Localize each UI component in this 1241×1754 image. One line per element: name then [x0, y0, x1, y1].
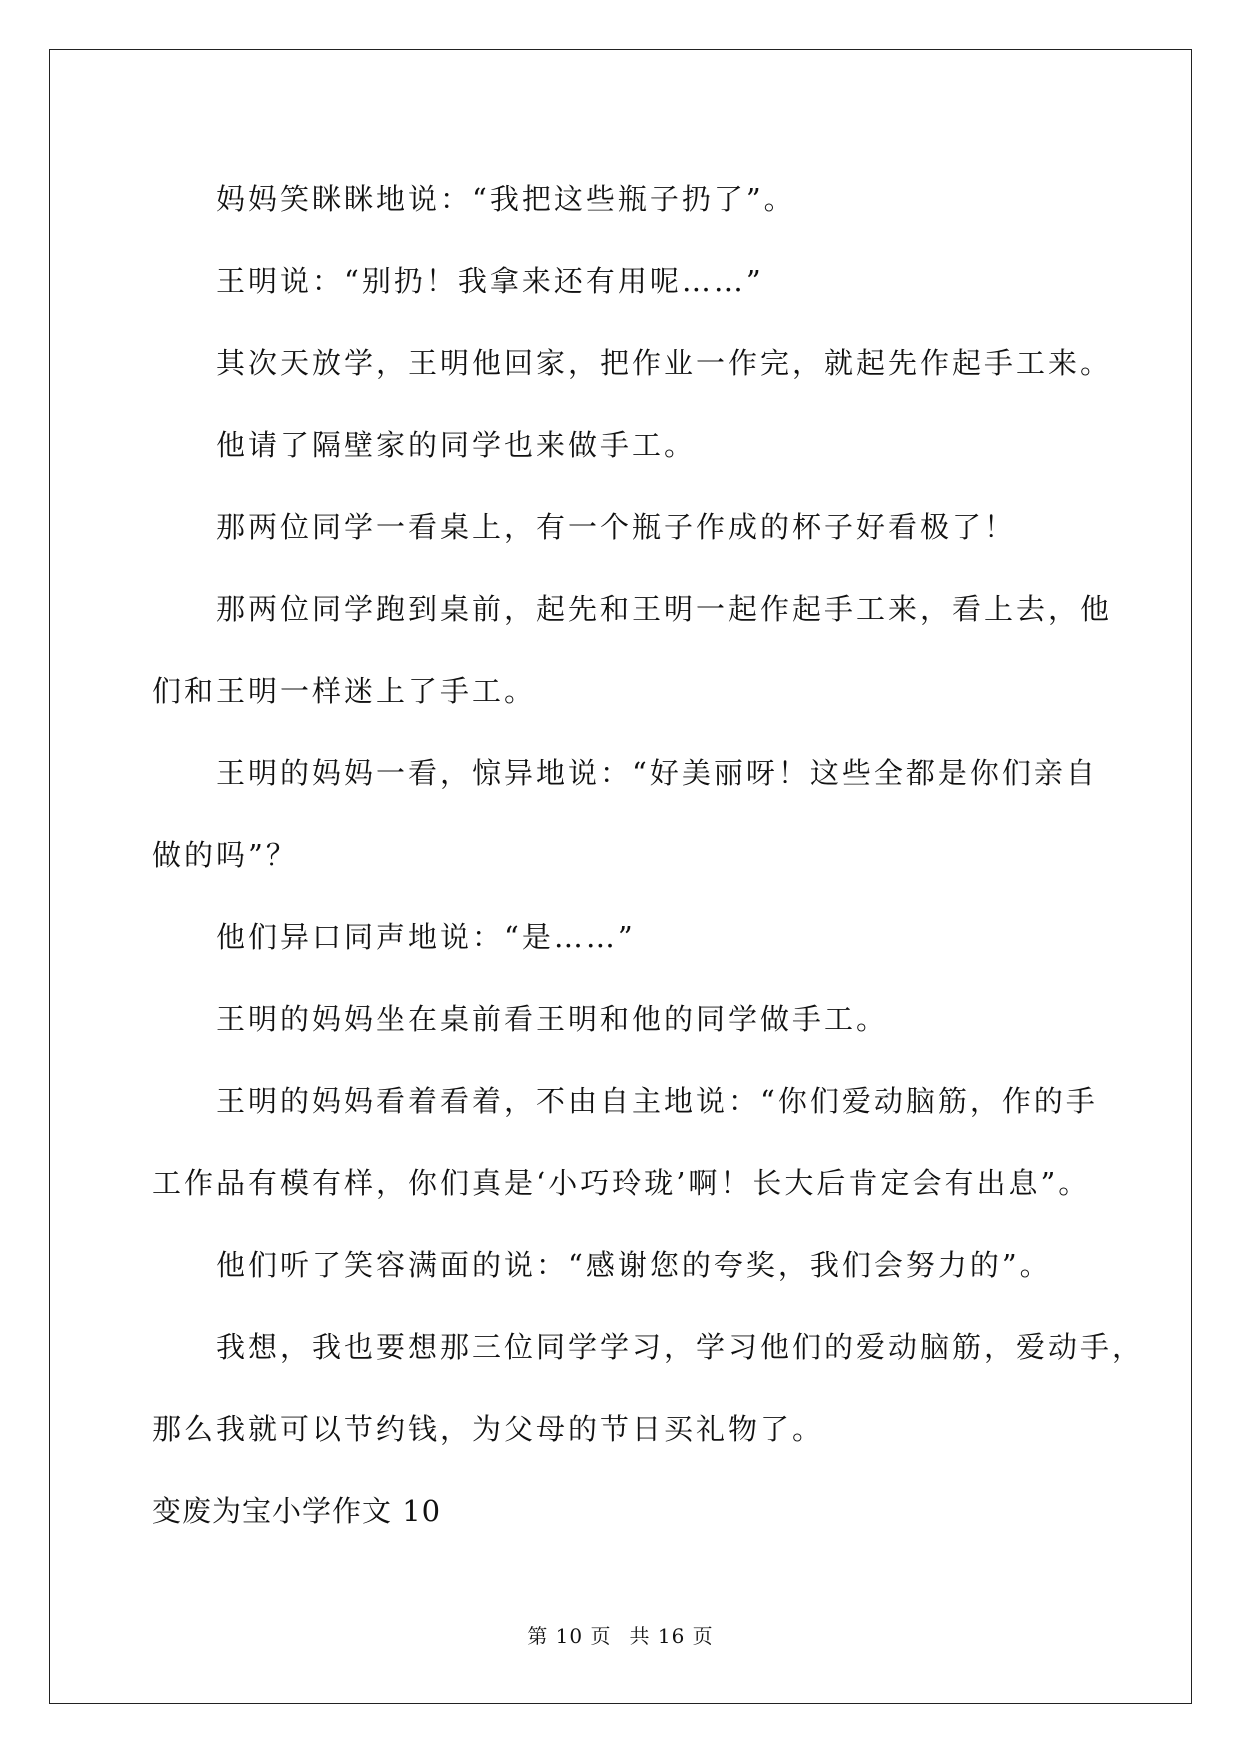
paragraph-7-line-1: 王明的妈妈一看，惊异地说：“好美丽呀！这些全都是你们亲自 — [216, 756, 1098, 790]
page-number: 第 10 页 — [527, 1624, 612, 1648]
paragraph-9: 王明的妈妈坐在桌前看王明和他的同学做手工。 — [216, 1002, 889, 1036]
paragraph-5: 那两位同学一看桌上，有一个瓶子作成的杯子好看极了！ — [216, 510, 1017, 544]
paragraph-10-line-2: 工作品有模有样，你们真是‘小巧玲珑’啊！长大后肯定会有出息”。 — [152, 1166, 1091, 1200]
section-heading: 变废为宝小学作文 10 — [152, 1494, 442, 1528]
paragraph-1: 妈妈笑眯眯地说：“我把这些瓶子扔了”。 — [216, 182, 796, 216]
paragraph-3: 其次天放学，王明他回家，把作业一作完，就起先作起手工来。 — [216, 346, 1113, 380]
paragraph-12-line-2: 那么我就可以节约钱，为父母的节日买礼物了。 — [152, 1412, 825, 1446]
paragraph-4: 他请了隔壁家的同学也来做手工。 — [216, 428, 697, 462]
paragraph-6-line-2: 们和王明一样迷上了手工。 — [152, 674, 537, 708]
page-footer — [0, 1620, 1241, 1649]
paragraph-8: 他们异口同声地说：“是……” — [216, 920, 636, 954]
document-body — [152, 158, 1145, 1552]
paragraph-6-line-1: 那两位同学跑到桌前，起先和王明一起作起手工来，看上去，他 — [216, 592, 1113, 626]
paragraph-7-line-2: 做的吗”？ — [152, 838, 298, 872]
paragraph-12-line-1: 我想，我也要想那三位同学学习，学习他们的爱动脑筋，爱动手， — [216, 1330, 1145, 1364]
page-total: 共 16 页 — [629, 1624, 714, 1648]
paragraph-11: 他们听了笑容满面的说：“感谢您的夸奖，我们会努力的”。 — [216, 1248, 1052, 1282]
paragraph-2: 王明说：“别扔！我拿来还有用呢……” — [216, 264, 764, 298]
paragraph-10-line-1: 王明的妈妈看着看着，不由自主地说：“你们爱动脑筋，作的手 — [216, 1084, 1098, 1118]
